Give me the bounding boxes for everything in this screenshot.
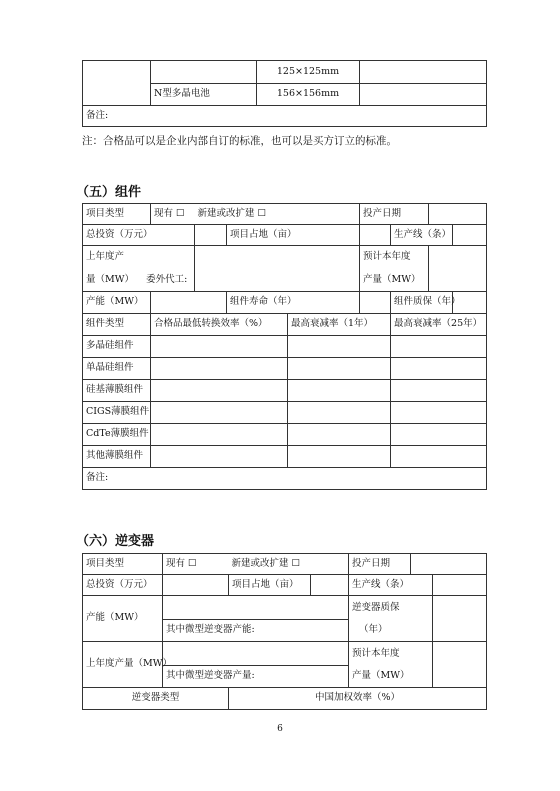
label-production-date: 投产日期 (349, 554, 411, 575)
input-cell[interactable] (391, 358, 487, 380)
input-total-investment[interactable] (195, 225, 227, 246)
label-project-type: 项目类型 (83, 554, 163, 575)
input-cell[interactable] (288, 358, 391, 380)
label-min-efficiency: 合格品最低转换效率（%） (151, 314, 288, 336)
table-row (83, 380, 487, 402)
input-cell[interactable] (288, 402, 391, 424)
label-project-type: 项目类型 (83, 204, 151, 225)
label-last-year-output: 上年度产量（MW） (83, 642, 163, 688)
size-cell: 156×156mm (257, 84, 360, 106)
input-production-lines[interactable] (453, 225, 487, 246)
label-production-lines: 生产线（条） (391, 225, 453, 246)
input-expected-output[interactable] (433, 642, 487, 688)
remark-cell: 备注: (83, 468, 487, 490)
input-production-lines[interactable] (433, 575, 487, 596)
input-land-area[interactable] (360, 225, 391, 246)
label-production-lines: 生产线（条） (349, 575, 433, 596)
module-type-label: CIGS薄膜组件 (83, 402, 151, 424)
blank-cell (360, 61, 487, 84)
input-cell[interactable] (151, 336, 288, 358)
input-last-year-output[interactable] (163, 642, 349, 666)
page-number: 6 (277, 724, 283, 734)
table-row (83, 336, 487, 358)
label-last-year-output: 上年度产 (83, 246, 195, 269)
blank-cell (83, 61, 151, 106)
label-china-weighted-efficiency: 中国加权效率（%） (229, 688, 487, 710)
label-inverter-warranty-unit: （年） (349, 620, 433, 642)
input-cell[interactable] (391, 446, 487, 468)
module-type-label: 多晶硅组件 (83, 336, 151, 358)
input-cell[interactable] (151, 380, 288, 402)
input-cell[interactable] (151, 402, 288, 424)
module-type-label: 硅基薄膜组件 (83, 380, 151, 402)
label-module-type: 组件类型 (83, 314, 151, 336)
table-row (83, 358, 487, 380)
input-last-year-output[interactable] (195, 246, 360, 292)
label-production-date: 投产日期 (360, 204, 429, 225)
input-cell[interactable] (151, 446, 288, 468)
table-row (83, 402, 487, 424)
input-cell[interactable] (391, 402, 487, 424)
input-inverter-warranty[interactable] (433, 596, 487, 642)
input-cell[interactable] (391, 424, 487, 446)
label-outsourced: 委外代工: (146, 273, 188, 285)
label-capacity: 产能（MW） (83, 292, 151, 314)
label-expected-output-unit: 产量（MW） (349, 666, 433, 688)
input-production-date[interactable] (411, 554, 487, 575)
label-capacity: 产能（MW） (83, 596, 163, 642)
input-production-date[interactable] (429, 204, 487, 225)
module-type-label: CdTe薄膜组件 (83, 424, 151, 446)
input-cell[interactable] (288, 424, 391, 446)
section-title-modules: （五）组件 (76, 185, 142, 200)
input-cell[interactable] (391, 336, 487, 358)
input-cell[interactable] (288, 380, 391, 402)
label-land-area: 项目占地（亩） (229, 575, 311, 596)
modules-table (82, 203, 487, 490)
cell-type-label: N型多晶电池 (151, 84, 257, 106)
standard-note: 注：合格品可以是企业内部自订的标准，也可以是买方订立的标准。 (82, 135, 397, 147)
input-module-life[interactable] (360, 292, 391, 314)
label-module-warranty: 组件质保（年） (391, 292, 453, 314)
input-land-area[interactable] (311, 575, 349, 596)
remark-cell: 备注: (83, 106, 487, 127)
checkbox-existing[interactable]: 现有 ☐ (163, 554, 229, 575)
module-type-label: 其他薄膜组件 (83, 446, 151, 468)
checkbox-new-build[interactable]: 新建或改扩建 ☐ (229, 554, 349, 575)
blank-cell (360, 84, 487, 106)
label-land-area: 项目占地（亩） (227, 225, 360, 246)
input-cell[interactable] (288, 446, 391, 468)
label-micro-output: 其中微型逆变器产量: (163, 666, 349, 688)
label-max-decay-25: 最高衰减率（25年） (391, 314, 487, 336)
input-capacity[interactable] (151, 292, 227, 314)
module-type-label: 单晶硅组件 (83, 358, 151, 380)
input-cell[interactable] (288, 336, 391, 358)
label-total-investment: 总投资（万元） (83, 225, 195, 246)
input-expected-output[interactable] (429, 246, 487, 292)
checkbox-existing[interactable]: 现有 ☐ (151, 204, 195, 225)
input-cell[interactable] (151, 358, 288, 380)
inverters-table (82, 553, 487, 710)
label-total-investment: 总投资（万元） (83, 575, 163, 596)
label-module-life: 组件寿命（年） (227, 292, 360, 314)
label-expected-output: 预计本年度 (349, 642, 433, 666)
section-title-inverters: （六）逆变器 (76, 534, 155, 549)
cell-spec-table (82, 60, 487, 127)
label-inverter-warranty: 逆变器质保 (349, 596, 433, 620)
label-micro-capacity: 其中微型逆变器产能: (163, 620, 349, 642)
input-total-investment[interactable] (163, 575, 229, 596)
label-expected-output-unit: 产量（MW） (360, 269, 429, 292)
input-cell[interactable] (151, 424, 288, 446)
label-inverter-type: 逆变器类型 (83, 688, 229, 710)
input-capacity[interactable] (163, 596, 349, 620)
table-row (83, 446, 487, 468)
input-cell[interactable] (391, 380, 487, 402)
label-last-year-output-unit: 量（MW） (86, 273, 134, 285)
checkbox-new-build[interactable]: 新建或改扩建 ☐ (195, 204, 360, 225)
label-max-decay-1: 最高衰减率（1年） (288, 314, 391, 336)
label-expected-output: 预计本年度 (360, 246, 429, 269)
size-cell: 125×125mm (257, 61, 360, 84)
table-row (83, 424, 487, 446)
blank-cell (151, 61, 257, 84)
